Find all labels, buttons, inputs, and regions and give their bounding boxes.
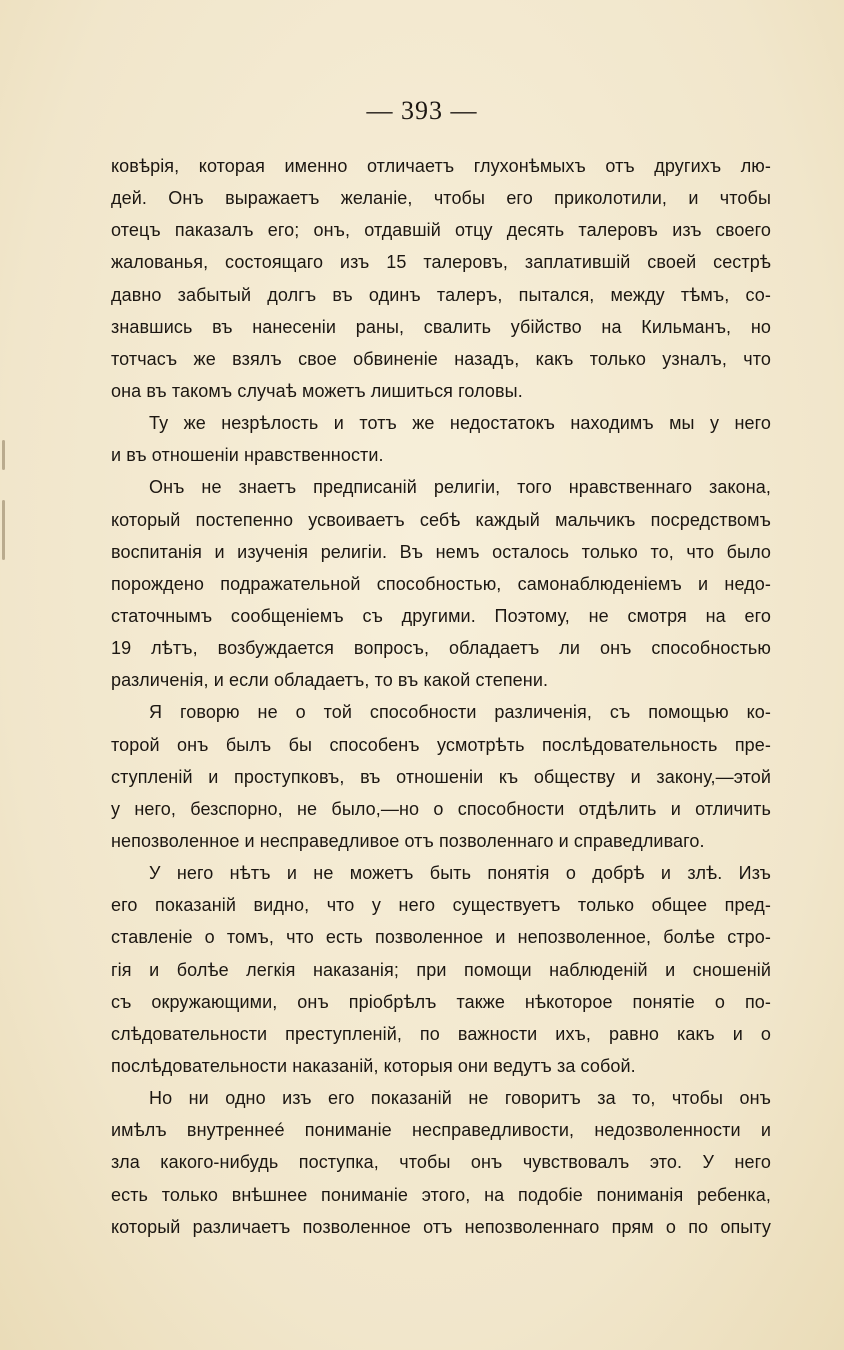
text-line: 19 лѣтъ, возбуждается вопросъ, обладаетъ ли онъ способностью [111,638,771,659]
text-line: воспитанія и изученія религіи. Въ немъ осталось только то, что было [111,541,771,562]
text-line: и въ отношеніи нравственности. [111,445,384,466]
margin-stain [2,500,5,560]
body-text [111,150,771,1243]
text-line: зла какого-нибудь поступка, чтобы онъ чувствовалъ это. У него [111,1152,771,1173]
text-line: непозволенное и несправедливое отъ позволеннаго и справедливаго. [111,830,705,851]
text-line: слѣдовательности преступленій, по важности ихъ, равно какъ и о [111,1023,771,1044]
text-line: отецъ паказалъ его; онъ, отдавшій отцу десять талеровъ изъ своего [111,220,771,241]
text-line: ставленіе о томъ, что есть позволенное и непозволенное, болѣе стро- [111,927,771,948]
text-line: съ окружающими, онъ пріобрѣлъ также нѣкоторое понятіе о по- [111,991,771,1012]
text-line: порождено подражательной способностью, самонаблюденіемъ и недо- [111,573,771,594]
text-line: ступленій и проступковъ, въ отношеніи къ обществу и закону,—этой [111,766,771,787]
text-line: Я говорю не о той способности различенія, съ помощью ко- [149,702,771,723]
text-line: знавшись въ нанесеніи раны, свалить убійство на Кильманъ, но [111,316,771,337]
text-line: торой онъ былъ бы способенъ усмотрѣть послѣдовательность пре- [111,734,771,755]
text-line: тотчасъ же взялъ свое обвиненіе назадъ, какъ только узналъ, что [111,348,771,369]
text-line: жалованья, состоящаго изъ 15 талеровъ, заплатившій своей сестрѣ [111,252,771,273]
text-line: у него, безспорно, не было,—но о способности отдѣлить и отличить [111,798,771,819]
text-line: который различаетъ позволенное отъ непозволеннаго прям о по опыту [111,1216,771,1237]
text-line: его показаній видно, что у него существуетъ только общее пред- [111,895,771,916]
text-line: У него нѣтъ и не можетъ быть понятія о добрѣ и злѣ. Изъ [149,863,771,884]
text-line: послѣдовательности наказаній, которыя они ведутъ за собой. [111,1055,636,1076]
margin-stain [2,440,5,470]
text-line: имѣлъ внутреннеé пониманіе несправедливости, недозволенности и [111,1120,771,1141]
text-line: есть только внѣшнее пониманіе этого, на подобіе пониманія ребенка, [111,1184,771,1205]
text-line: она въ такомъ случаѣ можетъ лишиться головы. [111,380,523,401]
text-line: различенія, и если обладаетъ, то въ какой степени. [111,670,549,691]
text-line: статочнымъ сообщеніемъ съ другими. Поэтому, не смотря на его [111,605,771,626]
text-line: Но ни одно изъ его показаній не говоритъ за то, чтобы онъ [149,1088,771,1109]
text-line: дей. Онъ выражаетъ желаніе, чтобы его приколотили, и чтобы [111,188,771,209]
text-line: Ту же незрѣлость и тотъ же недостатокъ находимъ мы у него [149,413,771,434]
text-line: Онъ не знаетъ предписаній религіи, того нравственнаго закона, [149,477,771,498]
text-line: давно забытый долгъ въ одинъ талеръ, пытался, между тѣмъ, со- [111,284,771,305]
text-line: который постепенно усвоиваетъ себѣ каждый мальчикъ посредствомъ [111,509,771,530]
page-number: — 393 — [366,96,478,125]
text-line: гія и болѣе легкія наказанія; при помощи наблюденій и сношеній [111,959,771,980]
text-line: ковѣрія, которая именно отличаетъ глухонѣмыхъ отъ другихъ лю- [111,156,771,176]
